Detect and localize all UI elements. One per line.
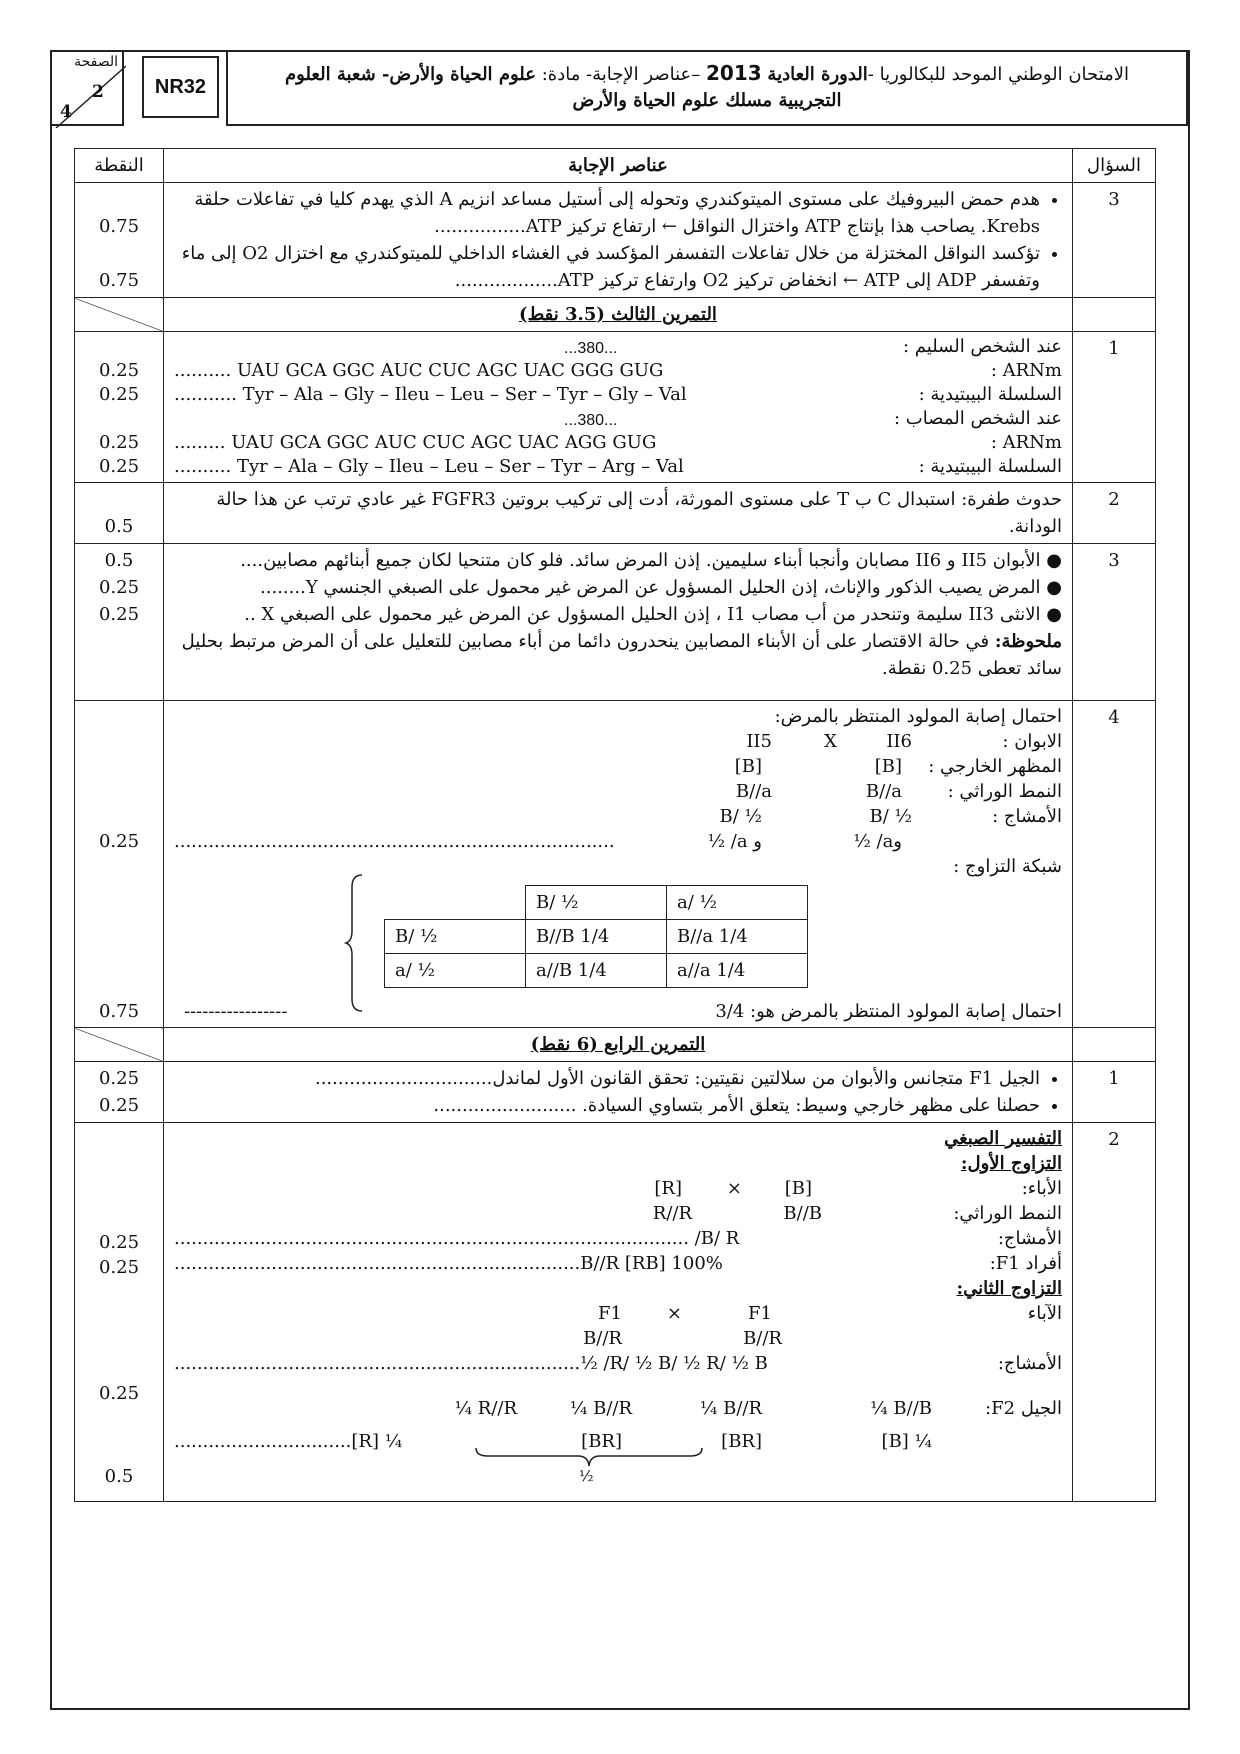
cross2-genotype-a: B//R — [583, 1328, 622, 1349]
table-row — [75, 183, 1156, 298]
cross2-parent-b: F1 — [748, 1303, 772, 1324]
empty-cell — [1073, 298, 1156, 332]
f2-genotype: ¼ B//R — [699, 1398, 762, 1419]
f2-label: الجيل F2: — [985, 1398, 1062, 1419]
f1-label: أفراد F1: — [989, 1253, 1062, 1274]
punnett-header-row — [385, 886, 808, 920]
parent-a: II5 — [746, 731, 772, 752]
question-number: 4 — [1073, 701, 1156, 1028]
points-cell — [75, 1123, 164, 1502]
f2-phenotype: ...............................[R] ¼ — [174, 1431, 403, 1452]
genotype-label: النمط الوراثي: — [953, 1203, 1062, 1224]
punnett-head: B/ ½ — [526, 886, 667, 920]
gamete-a2: و a/ ½ — [707, 831, 762, 852]
points-cell — [75, 544, 164, 701]
section-title: التمرين الرابع (6 نقط) — [164, 1028, 1073, 1062]
table-row — [75, 332, 1156, 483]
cross1-parent-b: [B] — [784, 1178, 812, 1199]
punnett-row-head: B/ ½ — [385, 920, 526, 954]
title-part-c: –عناصر الإجابة- مادة: — [541, 64, 701, 85]
phenotype-label: المظهر الخارجي : — [928, 756, 1062, 777]
peptide-label: السلسلة البيبتيدية : — [918, 384, 1062, 405]
points-value: 0.25 — [98, 1095, 140, 1116]
f2-genotype: ¼ B//R — [569, 1398, 632, 1419]
points-value: 0.25 — [98, 604, 140, 625]
points-cell — [75, 483, 164, 544]
note — [174, 628, 1062, 682]
dashed-leader: ----------------- — [184, 1001, 288, 1022]
parents-label: الابوان : — [1002, 731, 1062, 752]
points-value: 0.75 — [98, 1001, 140, 1022]
genotype-b: B//a — [865, 781, 902, 802]
points-value: 0.25 — [98, 577, 140, 598]
answer-text: حدوث طفرة: استبدال C ب T على مستوى المورثة، أدت إلى تركيب بروتين FGFR3 غير عادي ترتب عن هذا حالة الودانة. — [164, 483, 1073, 544]
empty-points-cell — [75, 298, 164, 332]
points-cell — [75, 183, 164, 298]
points-value: 0.25 — [98, 1068, 140, 1089]
punnett-cell: a//a 1/4 — [667, 954, 808, 988]
answer-bullet: • تؤكسد النواقل المختزلة من خلال تفاعلات التفسفر المؤكسد في الغشاء الداخلي للميتوكندري مع اختزال O2 إلى ماء وتفسفر ADP إلى ATP ← انخفاض تركيز O2 وارتفاع تركيز ATP.................. — [174, 240, 1040, 294]
punnett-head: a/ ½ — [667, 886, 808, 920]
dotted-leader: ............................................................................. — [174, 831, 615, 852]
parent-b: II6 — [886, 731, 912, 752]
cross2-parent-a: F1 — [598, 1303, 622, 1324]
punnett-corner — [385, 886, 526, 920]
table-header-row — [75, 149, 1156, 183]
points-value: 0.5 — [104, 550, 134, 571]
punnett-cell: a//B 1/4 — [526, 954, 667, 988]
points-value: 0.25 — [98, 360, 140, 381]
f2-phenotype: [BR] — [581, 1431, 622, 1452]
page-number-box — [50, 50, 124, 126]
gamete-b2: وa/ ½ — [853, 831, 902, 852]
points-cell — [75, 701, 164, 1028]
header-answer: عناصر الإجابة — [164, 149, 1073, 183]
empty-cell — [1073, 1028, 1156, 1062]
points-value: 0.25 — [98, 1257, 140, 1278]
answer-line-text: الأبوان II5 و II6 مصابان وأنجبا أبناء سليمين. إذن المرض سائد. فلو كان متنحيا لكان جميع أبنائهم مصابين.... — [240, 550, 1041, 571]
arn-label: ARNm : — [990, 360, 1062, 381]
f1-individuals: B//R [RB] 100%....................................................................... — [174, 1253, 723, 1274]
points-value: 0.25 — [98, 1383, 140, 1404]
probability-title: احتمال إصابة المولود المنتظر بالمرض: — [774, 706, 1062, 727]
gamete-a1: B/ ½ — [719, 806, 762, 827]
arn-label: ARNm : — [990, 432, 1062, 453]
punnett-square — [384, 885, 808, 988]
question-number: 1 — [1073, 1062, 1156, 1123]
cross1-genotype-b: B//B — [783, 1203, 822, 1224]
punnett-row-head: a/ ½ — [385, 954, 526, 988]
gamete-b1: B/ ½ — [869, 806, 912, 827]
cross-symbol: X — [824, 731, 837, 752]
answer-bullet: • حصلنا على مظهر خارجي وسيط: يتعلق الأمر بتساوي السيادة. ......................... — [174, 1092, 1040, 1119]
title-session: الدورة العادية — [767, 64, 868, 85]
page-label: الصفحة — [74, 54, 118, 70]
punnett-row — [385, 954, 808, 988]
answer-bullet: • الجيل F1 متجانس والأبوان من سلالتين نقيتين: تحقق القانون الأول لماندل............................... — [174, 1065, 1040, 1092]
genotype-a: B//a — [735, 781, 772, 802]
f2-phenotype: [B] ¼ — [881, 1431, 932, 1452]
points-value: 0.5 — [104, 1466, 134, 1487]
page-number: 2 — [92, 82, 104, 102]
answer-line: ● المرض يصيب الذكور والإناث، إذن الحليل المسؤول عن المرض غير محمول على الصبغي الجنسي Y........ — [260, 577, 1062, 598]
question-number: 2 — [1073, 1123, 1156, 1502]
phenotype-a: [B] — [734, 756, 762, 777]
points-value: 0.5 — [104, 516, 134, 537]
f2-phenotype: [BR] — [721, 1431, 762, 1452]
cross2-gametes: R/ ½ B/ ½ R/ ½ B/ ½....................................................................... — [174, 1353, 768, 1374]
exam-header — [50, 50, 1190, 126]
header-points: النقطة — [75, 149, 164, 183]
section-title: التمرين الثالث (3.5 نقط) — [164, 298, 1073, 332]
answer-line: ● الأبوان II5 و II6 مصابان وأنجبا أبناء سليمين. إذن المرض سائد. فلو كان متنحيا لكان جميع أبنائهم مصابين.... — [240, 550, 1062, 571]
table-row — [75, 701, 1156, 1028]
question-number: 3 — [1073, 183, 1156, 298]
brace-icon — [344, 873, 366, 1013]
points-cell — [75, 1062, 164, 1123]
question-number: 3 — [1073, 544, 1156, 701]
empty-points-cell — [75, 1028, 164, 1062]
answer-bullet: • هدم حمض البيروفيك على مستوى الميتوكندري وتحوله إلى أستيل مساعد انزيم A الذي يهدم كليا في تفاعلات حلقة Krebs. يصاحب هذا بإنتاج ATP واختزال النواقل ← ارتفاع تركيز ATP................ — [174, 186, 1040, 240]
section-row — [75, 1028, 1156, 1062]
title-line-2: التجريبية مسلك علوم الحياة والأرض — [572, 90, 842, 111]
question-number: 2 — [1073, 483, 1156, 544]
question-number: 1 — [1073, 332, 1156, 483]
answer-line-text: المرض يصيب الذكور والإناث، إذن الحليل المسؤول عن المرض غير محمول على الصبغي الجنسي Y........ — [260, 577, 1041, 598]
table-row — [75, 1123, 1156, 1502]
points-value: 0.75 — [98, 270, 140, 291]
position-marker: ...380... — [564, 412, 618, 429]
header-question: السؤال — [1073, 149, 1156, 183]
title-subject: علوم الحياة والأرض- شعبة العلوم — [285, 64, 536, 85]
second-cross-heading: التزاوج الثاني: — [956, 1278, 1062, 1299]
peptide-sequence: .......... Tyr – Ala – Gly – Ileu – Leu – Ser – Tyr – Arg – Val — [174, 456, 684, 477]
points-cell — [75, 332, 164, 483]
gametes-label: الأمشاج: — [997, 1353, 1062, 1374]
punnett-row — [385, 920, 808, 954]
section-row — [75, 298, 1156, 332]
cross2-genotype-b: B//R — [743, 1328, 782, 1349]
healthy-label: عند الشخص السليم : — [903, 336, 1062, 357]
points-value: 0.25 — [98, 1232, 140, 1253]
half-label: ½ — [579, 1467, 594, 1485]
parents-label: الآباء — [1027, 1303, 1062, 1324]
punnett-cell: B//a 1/4 — [667, 920, 808, 954]
cross1-parent-a: [R] — [654, 1178, 682, 1199]
answer-cell — [164, 1123, 1073, 1502]
gametes-label: الأمشاج : — [992, 806, 1062, 827]
points-value: 0.25 — [98, 831, 140, 852]
table-row — [75, 1062, 1156, 1123]
phenotype-b: [B] — [874, 756, 902, 777]
answer-cell — [164, 544, 1073, 701]
note-text: في حالة الاقتصار على أن الأبناء المصابين ينحدرون دائما من أباء مصابين للتعليل على أن المرض مرتبط بحليل سائد تعطى 0.25 نقطة. — [181, 631, 1062, 679]
points-value: 0.25 — [98, 456, 140, 477]
points-value: 0.25 — [98, 432, 140, 453]
page-total: 4 — [60, 102, 72, 122]
cross1-gametes: B/ R/ .......................................................................................... — [174, 1228, 740, 1249]
answer-cell — [164, 332, 1073, 483]
first-cross-heading: التزاوج الأول: — [960, 1153, 1062, 1174]
peptide-sequence: ........... Tyr – Ala – Gly – Ileu – Leu – Ser – Tyr – Gly – Val — [174, 384, 687, 405]
position-marker: ...380... — [564, 340, 618, 357]
probability-result: احتمال إصابة المولود المنتظر بالمرض هو: 3/4 — [715, 1001, 1062, 1022]
cross1-symbol: × — [726, 1178, 742, 1199]
answer-cell — [164, 183, 1073, 298]
arn-sequence: ......... UAU GCA GGC AUC CUC AGC UAC AGG GUG — [174, 432, 657, 453]
table-row — [75, 544, 1156, 701]
arn-sequence: .......... UAU GCA GGC AUC CUC AGC UAC GGG GUG — [174, 360, 664, 381]
answer-line-text: الانثى II3 سليمة وتنحدر من أب مصاب I1 ، إذن الحليل المسؤول عن المرض غير محمول على الصبغي X .. — [244, 604, 1041, 625]
chromosomal-heading: التفسير الصبغي — [944, 1128, 1062, 1149]
answer-table — [74, 148, 1156, 1502]
grid-label: شبكة التزاوج : — [953, 856, 1062, 877]
title-part-a: الامتحان الوطني الموحد للبكالوريا - — [867, 64, 1129, 85]
peptide-label: السلسلة البيبتيدية : — [918, 456, 1062, 477]
points-value: 0.25 — [98, 384, 140, 405]
exam-code: NR32 — [142, 56, 219, 118]
answer-cell — [164, 701, 1073, 1028]
cross1-genotype-a: R//R — [652, 1203, 692, 1224]
exam-title — [226, 50, 1188, 126]
parents-label: الأباء: — [1021, 1178, 1062, 1199]
cross2-symbol: × — [666, 1303, 682, 1324]
table-row — [75, 483, 1156, 544]
title-year: 2013 — [706, 61, 762, 85]
answer-line: ● الانثى II3 سليمة وتنحدر من أب مصاب I1 ، إذن الحليل المسؤول عن المرض غير محمول على الصبغي X .. — [244, 604, 1062, 625]
gametes-label: الأمشاج: — [997, 1228, 1062, 1249]
punnett-cell: B//B 1/4 — [526, 920, 667, 954]
answer-cell — [164, 1062, 1073, 1123]
f2-genotype: ¼ R//R — [454, 1398, 517, 1419]
genotype-label: النمط الوراثي : — [947, 781, 1062, 802]
f2-genotype: ¼ B//B — [870, 1398, 932, 1419]
sick-label: عند الشخص المصاب : — [894, 408, 1062, 429]
points-value: 0.75 — [98, 216, 140, 237]
note-label: ملحوظة: — [994, 631, 1062, 652]
